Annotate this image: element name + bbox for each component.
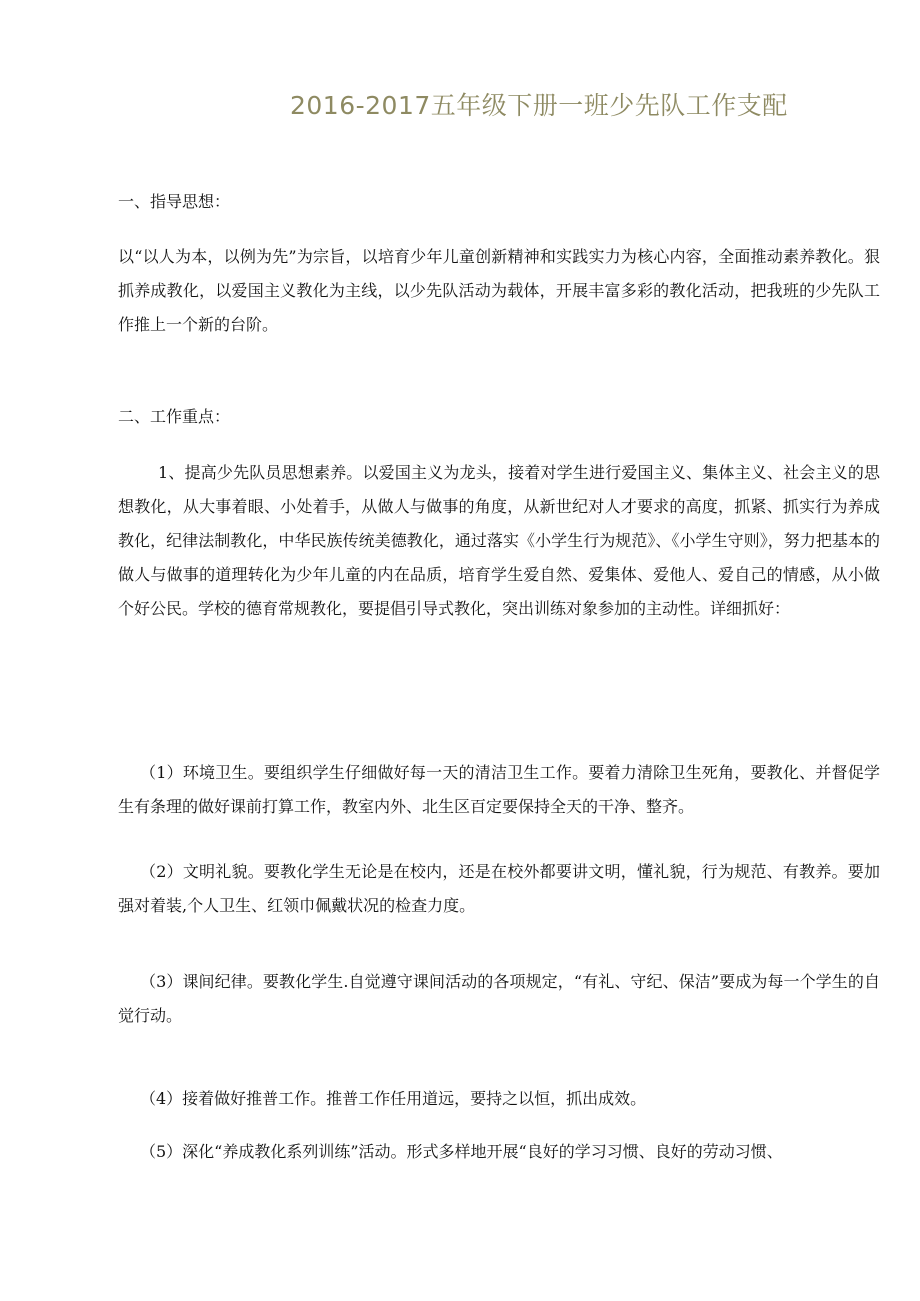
paragraph-civility-courtesy: （2）文明礼貌。要教化学生无论是在校内，还是在校外都要讲文明，懂礼貌，行为规范、有教养。要加强对着装,个人卫生、红领巾佩戴状况的检查力度。: [118, 862, 880, 915]
paragraph-mandarin-promotion: （4）接着做好推普工作。推普工作任用道远，要持之以恒，抓出成效。: [140, 1089, 647, 1108]
document-title: 2016-2017五年级下册一班少先队工作支配: [290, 91, 788, 120]
paragraph-environment-hygiene: （1）环境卫生。要组织学生仔细做好每一天的清洁卫生工作。要着力清除卫生死角，要教化、并督促学生有条理的做好课前打算工作，教室内外、北生区百定要保持全天的干净、整齐。: [118, 763, 880, 816]
paragraph-guiding-ideology: 以“以人为本，以例为先”为宗旨，以培育少年儿童创新精神和实践实力为核心内容，全面推动素养教化。狠抓养成教化，以爱国主义教化为主线，以少先队活动为载体，开展丰富多彩的教化活动，把我班的少先队工作推上一个新的台阶。: [118, 247, 880, 334]
section-heading-guiding-ideology: 一、指导思想：: [118, 192, 231, 211]
section-heading-work-focus: 二、工作重点：: [118, 407, 231, 426]
paragraph-habit-training: （5）深化“养成教化系列训练”活动。形式多样地开展“良好的学习习惯、良好的劳动习惯、: [140, 1142, 783, 1161]
paragraph-work-focus-item-1: 1、提高少先队员思想素养。以爱国主义为龙头，接着对学生进行爱国主义、集体主义、社会主义的思想教化，从大事着眼、小处着手，从做人与做事的角度，从新世纪对人才要求的高度，抓紧、抓实行为养成教化，纪律法制教化，中华民族传统美德教化，通过落实《小学生行为规范》、《小学生守则》，努力把基本的做人与做事的道理转化为少年儿童的内在品质，培育学生爱自然、爱集体、爱他人、爱自己的情感，从小做个好公民。学校的德育常规教化，要提倡引导式教化，突出训练对象参加的主动性。详细抓好：: [118, 463, 880, 618]
paragraph-recess-discipline: （3）课间纪律。要教化学生.自觉遵守课间活动的各项规定，“有礼、守纪、保洁”要成为每一个学生的自觉行动。: [118, 972, 880, 1025]
